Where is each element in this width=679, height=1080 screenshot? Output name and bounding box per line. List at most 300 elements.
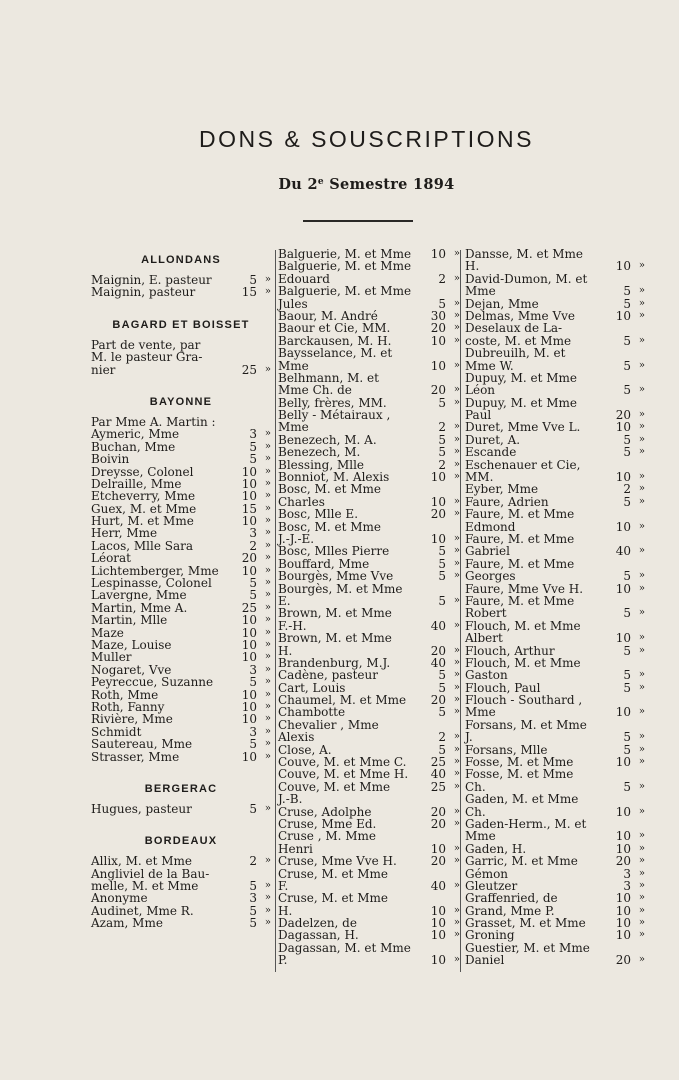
donor-row [278, 793, 460, 805]
donation-amount: 10 [615, 916, 631, 931]
cents-mark: » [638, 359, 645, 371]
donation-amount: 10 [615, 581, 631, 596]
donor-name: H. [278, 643, 293, 658]
cents-mark: » [638, 384, 645, 396]
donation-amount: 2 [438, 420, 446, 435]
column-1 [91, 248, 271, 930]
cents-mark: » [264, 502, 271, 514]
donation-amount: 10 [615, 420, 631, 435]
donor-name: Daniel [465, 953, 505, 968]
cents-mark: » [638, 607, 645, 619]
cents-mark: » [264, 700, 271, 712]
donation-amount: 20 [430, 693, 446, 708]
donor-name: Couve, M. et Mme C. [278, 755, 407, 770]
donor-name: Bourgès, Mme Vve [278, 569, 394, 584]
donation-amount: 2 [438, 457, 446, 472]
donor-name: Benezech, M. A. [278, 432, 377, 447]
donation-amount: 2 [249, 538, 257, 553]
donor-name: Muller [91, 650, 132, 665]
donation-amount: 3 [249, 526, 257, 541]
donor-name: Flouch - Southard , [465, 693, 583, 708]
cents-mark: » [264, 880, 271, 892]
donor-row [465, 508, 645, 520]
donor-name: Blessing, Mlle [278, 457, 365, 472]
cents-mark: » [264, 626, 271, 638]
donor-row [91, 676, 271, 688]
donation-amount: 3 [249, 662, 257, 677]
cents-mark: » [453, 768, 460, 780]
donation-amount: 10 [241, 749, 257, 764]
donor-name: Mme [465, 705, 496, 720]
donor-row [91, 589, 271, 601]
donor-name: melle, M. et Mme [91, 879, 199, 894]
donation-amount: 5 [438, 445, 446, 460]
donor-name: Eschenauer et Cie, [465, 457, 581, 472]
donor-row [278, 768, 460, 780]
donor-name: Ch. [465, 779, 486, 794]
cents-mark: » [453, 743, 460, 755]
donation-amount: 20 [430, 804, 446, 819]
cents-mark: » [264, 589, 271, 601]
donor-row [278, 446, 460, 458]
donation-amount: 5 [438, 742, 446, 757]
cents-mark: » [638, 929, 645, 941]
cents-mark: » [264, 892, 271, 904]
donation-amount: 10 [615, 804, 631, 819]
donor-row [278, 583, 460, 595]
cents-mark: » [453, 681, 460, 693]
donor-name: Bosc, Mlle E. [278, 507, 359, 522]
section-gap [91, 376, 271, 390]
donor-name: Brandenburg, M.J. [278, 655, 391, 670]
cents-mark: » [453, 656, 460, 668]
donor-name: Mme [465, 829, 496, 844]
cents-mark: » [453, 272, 460, 284]
donor-name: Forsans, M. et Mme [465, 717, 587, 732]
cents-mark: » [638, 756, 645, 768]
donation-amount: 5 [438, 432, 446, 447]
donation-amount: 40 [430, 767, 446, 782]
donor-row [278, 855, 460, 867]
cents-mark: » [453, 508, 460, 520]
donor-row [278, 954, 460, 966]
donor-row [465, 719, 645, 731]
cents-mark: » [638, 334, 645, 346]
donation-amount: 3 [249, 891, 257, 906]
donation-amount: 5 [438, 544, 446, 559]
title-rule [303, 220, 413, 222]
cents-mark: » [264, 577, 271, 589]
donation-amount: 10 [615, 928, 631, 943]
donation-amount: 10 [241, 464, 257, 479]
donation-amount: 10 [241, 476, 257, 491]
donor-name: Hugues, pasteur [91, 801, 192, 816]
cents-mark: » [264, 453, 271, 465]
cents-mark: » [453, 929, 460, 941]
donation-amount: 5 [623, 569, 631, 584]
donation-amount: 10 [430, 247, 446, 261]
donation-amount: 3 [623, 866, 631, 881]
cents-mark: » [453, 297, 460, 309]
donation-amount: 10 [615, 470, 631, 485]
donation-amount: 5 [249, 801, 257, 816]
donor-name: coste, M. et Mme [465, 333, 572, 348]
donor-row [91, 751, 271, 763]
donor-name: Balguerie, M. et Mme [278, 284, 412, 299]
donor-name: Dagassan, M. et Mme [278, 940, 411, 955]
donor-name: Cruse , M. Mme [278, 829, 377, 844]
donor-name: Lichtemberger, Mme [91, 563, 219, 578]
donor-name: Duret, A. [465, 432, 521, 447]
donation-amount: 10 [241, 514, 257, 529]
donation-amount: 10 [241, 563, 257, 578]
donation-amount: 5 [249, 879, 257, 894]
cents-mark: » [453, 619, 460, 631]
donor-name: E. [278, 593, 291, 608]
donor-name: Edmond [465, 519, 516, 534]
donor-row [278, 545, 460, 557]
cents-mark: » [264, 663, 271, 675]
donor-row [465, 285, 645, 297]
donation-amount: 10 [615, 755, 631, 770]
cents-mark: » [264, 564, 271, 576]
donor-row [91, 428, 271, 440]
donor-row [278, 830, 460, 842]
donor-name: Dreysse, Colonel [91, 464, 194, 479]
donor-name: Herr, Mme [91, 526, 158, 541]
donation-amount: 5 [623, 333, 631, 348]
donation-amount: 20 [615, 854, 631, 869]
donor-name: Gaden, M. et Mme [465, 792, 579, 807]
donor-row [91, 738, 271, 750]
cents-mark: » [638, 731, 645, 743]
donor-name: Dupuy, M. et Mme [465, 395, 577, 410]
donor-name: Léon [465, 383, 496, 398]
donation-amount: 10 [615, 891, 631, 906]
cents-mark: » [264, 750, 271, 762]
donation-amount: 10 [241, 687, 257, 702]
donor-row [278, 632, 460, 644]
cents-mark: » [638, 483, 645, 495]
donation-amount: 10 [615, 829, 631, 844]
cents-mark: » [453, 384, 460, 396]
donor-name: nier [91, 362, 116, 377]
donation-amount: 25 [241, 600, 257, 615]
donation-amount: 5 [438, 705, 446, 720]
cents-mark: » [638, 409, 645, 421]
donor-row [278, 706, 460, 718]
section-heading: BAGARD ET BOISSET [112, 318, 250, 331]
donor-name: Charles [278, 494, 325, 509]
cents-mark: » [453, 917, 460, 929]
donor-name: Grasset, M. et Mme [465, 916, 586, 931]
cents-mark: » [264, 274, 271, 285]
donor-row [465, 322, 645, 334]
cents-mark: » [453, 706, 460, 718]
cents-mark: » [264, 904, 271, 916]
cents-mark: » [638, 471, 645, 483]
donor-name: Balguerie, M. et Mme [278, 259, 412, 274]
cents-mark: » [638, 644, 645, 656]
donor-row [278, 607, 460, 619]
donor-name: Guex, M. et Mme [91, 501, 197, 516]
donor-row [91, 651, 271, 663]
cents-mark: » [638, 842, 645, 854]
donation-amount: 5 [438, 680, 446, 695]
donor-name: Gabriel [465, 544, 510, 559]
cents-mark: » [264, 638, 271, 650]
cents-mark: » [264, 688, 271, 700]
donor-name: Peyreccue, Suzanne [91, 675, 214, 690]
cents-mark: » [264, 614, 271, 626]
donation-amount: 5 [623, 668, 631, 683]
donor-name: Dagassan, H. [278, 928, 359, 943]
cents-mark: » [453, 396, 460, 408]
donation-amount: 10 [430, 470, 446, 485]
donation-amount: 5 [623, 284, 631, 299]
donation-amount: 5 [438, 556, 446, 571]
donor-name: Flouch, M. et Mme [465, 655, 581, 670]
cents-mark: » [453, 780, 460, 792]
donor-name: Delmas, Mme Vve [465, 308, 576, 323]
donor-name: Dansse, M. et Mme [465, 247, 583, 261]
donor-name: Georges [465, 569, 516, 584]
donor-name: Flouch, M. et Mme [465, 618, 581, 633]
section-gap [91, 815, 271, 829]
subtitle-prefix: Du 2 [278, 176, 318, 193]
cents-mark: » [453, 334, 460, 346]
cents-mark: » [638, 879, 645, 891]
donation-amount: 5 [249, 576, 257, 591]
donation-amount: 10 [241, 489, 257, 504]
donor-name: Bourgès, M. et Mme [278, 581, 403, 596]
donor-name: Baour et Cie, MM. [278, 321, 391, 336]
donor-name: Bonniot, M. Alexis [278, 470, 390, 485]
cents-mark: » [638, 805, 645, 817]
cents-mark: » [453, 842, 460, 854]
donor-name: Brown, M. et Mme [278, 631, 392, 646]
donation-amount: 10 [241, 650, 257, 665]
donor-name: Allix, M. et Mme [91, 854, 192, 869]
donation-amount: 10 [615, 903, 631, 918]
subtitle-suffix: Semestre 1894 [323, 176, 455, 193]
donor-name: H. [278, 903, 293, 918]
cents-mark: » [264, 601, 271, 613]
donation-amount: 20 [430, 643, 446, 658]
cents-mark: » [453, 545, 460, 557]
donor-name: Etcheverry, Mme [91, 489, 196, 504]
donor-name: Martin, Mlle [91, 613, 168, 628]
donation-amount: 2 [249, 854, 257, 869]
donation-amount: 2 [438, 271, 446, 286]
cents-mark: » [638, 867, 645, 879]
donor-row [465, 706, 645, 718]
donation-amount: 10 [430, 916, 446, 931]
donor-name: Gaston [465, 668, 508, 683]
donation-amount: 20 [430, 321, 446, 336]
cents-mark: » [264, 363, 271, 375]
section-heading: BORDEAUX [144, 835, 218, 848]
cents-mark: » [638, 570, 645, 582]
cents-mark: » [264, 738, 271, 750]
cents-mark: » [453, 817, 460, 829]
donor-name: Delraille, Mme [91, 476, 182, 491]
donor-name: Bosc, M. et Mme [278, 482, 381, 497]
donation-amount: 10 [241, 699, 257, 714]
donor-row [91, 490, 271, 502]
cents-mark: » [453, 731, 460, 743]
donor-row [278, 347, 460, 359]
cents-mark: » [638, 446, 645, 458]
donor-name: Henri [278, 841, 313, 856]
donor-name: P. [278, 953, 288, 968]
cents-mark: » [638, 433, 645, 445]
cents-mark: » [638, 285, 645, 297]
donor-row [278, 892, 460, 904]
donor-row [91, 713, 271, 725]
donor-name: Bosc, Mlles Pierre [278, 544, 390, 559]
cents-mark: » [638, 830, 645, 842]
donation-amount: 3 [249, 427, 257, 442]
donor-row [91, 286, 271, 298]
donation-amount: 5 [623, 445, 631, 460]
donor-name: J.-J.-E. [278, 531, 315, 546]
cents-mark: » [638, 260, 645, 272]
donation-amount: 5 [438, 296, 446, 311]
donation-amount: 5 [623, 680, 631, 695]
donor-row [465, 892, 645, 904]
donor-name: Alexis [278, 730, 315, 745]
cents-mark: » [264, 855, 271, 867]
donor-name: Roth, Fanny [91, 699, 165, 714]
donor-name: Gaden-Herm., M. et [465, 816, 587, 831]
donation-amount: 5 [249, 675, 257, 690]
donation-amount: 5 [249, 273, 257, 287]
page-subtitle [0, 176, 679, 193]
donation-amount: 10 [615, 705, 631, 720]
donation-amount: 25 [241, 362, 257, 377]
donor-row [278, 669, 460, 681]
donation-amount: 30 [430, 308, 446, 323]
donation-amount: 10 [430, 494, 446, 509]
donation-amount: 40 [430, 878, 446, 893]
donor-row [278, 483, 460, 495]
donor-name: Par Mme A. Martin : [91, 414, 216, 429]
donor-name: H. [465, 259, 480, 274]
donor-name: Cadène, pasteur [278, 668, 378, 683]
donation-amount: 10 [241, 625, 257, 640]
donor-name: Couve, M. et Mme [278, 779, 391, 794]
donor-name: Martin, Mme A. [91, 600, 188, 615]
donation-amount: 25 [430, 755, 446, 770]
donor-name: Benezech, M. [278, 445, 361, 460]
donor-row [465, 260, 645, 272]
donor-row [91, 892, 271, 904]
donation-amount: 5 [438, 569, 446, 584]
donor-name: Cruse, Mme Ed. [278, 816, 377, 831]
donor-row [278, 570, 460, 582]
donation-amount: 2 [623, 482, 631, 497]
column-3 [465, 248, 645, 967]
donor-name: Lavergne, Mme [91, 588, 187, 603]
donor-row [465, 855, 645, 867]
cents-mark: » [638, 582, 645, 594]
cents-mark: » [453, 570, 460, 582]
donor-name: Close, A. [278, 742, 332, 757]
donation-amount: 20 [615, 953, 631, 968]
cents-mark: » [264, 725, 271, 737]
donor-name: Paul [465, 408, 492, 423]
donor-name: Cruse, M. et Mme [278, 866, 388, 881]
donor-row [91, 527, 271, 539]
donation-amount: 5 [249, 903, 257, 918]
donation-amount: 10 [241, 712, 257, 727]
cents-mark: » [264, 286, 271, 298]
donor-row [91, 552, 271, 564]
donor-row [465, 954, 645, 966]
donor-name: Belhmann, M. et [278, 370, 379, 385]
donor-name: Dadelzen, de [278, 916, 357, 931]
donation-amount: 10 [430, 953, 446, 968]
cents-mark: » [453, 805, 460, 817]
donation-amount: 5 [623, 358, 631, 373]
donor-row [465, 632, 645, 644]
cents-mark: » [264, 539, 271, 551]
donor-name: Angliviel de la Bau- [91, 866, 210, 881]
donor-name: Maignin, pasteur [91, 285, 196, 300]
donor-name: Deselaux de La- [465, 321, 563, 336]
cents-mark: » [264, 477, 271, 489]
donor-name: Faure, M. et Mme [465, 507, 575, 522]
cents-mark: » [638, 309, 645, 321]
donation-amount: 5 [249, 439, 257, 454]
donor-name: Azam, Mme [91, 916, 163, 931]
donor-name: F. [278, 878, 289, 893]
cents-mark: » [453, 532, 460, 544]
cents-mark: » [453, 694, 460, 706]
section-gap [91, 299, 271, 313]
donor-name: Grand, Mme P. [465, 903, 555, 918]
cents-mark: » [638, 855, 645, 867]
cents-mark: » [638, 632, 645, 644]
donor-name: Faure, Adrien [465, 494, 549, 509]
donor-row [278, 508, 460, 520]
donor-name: Chaumel, M. et Mme [278, 693, 407, 708]
cents-mark: » [453, 879, 460, 891]
donor-name: Rivière, Mme [91, 712, 173, 727]
donor-name: Flouch, Arthur [465, 643, 555, 658]
donation-amount: 5 [249, 916, 257, 931]
donor-name: David-Dumon, M. et [465, 271, 588, 286]
donation-amount: 10 [615, 631, 631, 646]
donation-amount: 20 [430, 383, 446, 398]
donor-name: Mme [465, 284, 496, 299]
donor-name: Brown, M. et Mme [278, 606, 392, 621]
donation-amount: 20 [430, 507, 446, 522]
donor-row [465, 483, 645, 495]
donation-amount: 20 [241, 551, 257, 566]
donor-name: Maze, Louise [91, 637, 172, 652]
donor-name: Audinet, Mme R. [91, 903, 194, 918]
donation-amount: 20 [430, 854, 446, 869]
donor-name: Belly - Métairaux , [278, 408, 391, 423]
donation-amount: 40 [615, 544, 631, 559]
donation-amount: 10 [430, 333, 446, 348]
donor-name: Aymeric, Mme [91, 427, 180, 442]
donor-name: Dejan, Mme [465, 296, 539, 311]
donor-row [91, 614, 271, 626]
column-divider [460, 250, 461, 972]
